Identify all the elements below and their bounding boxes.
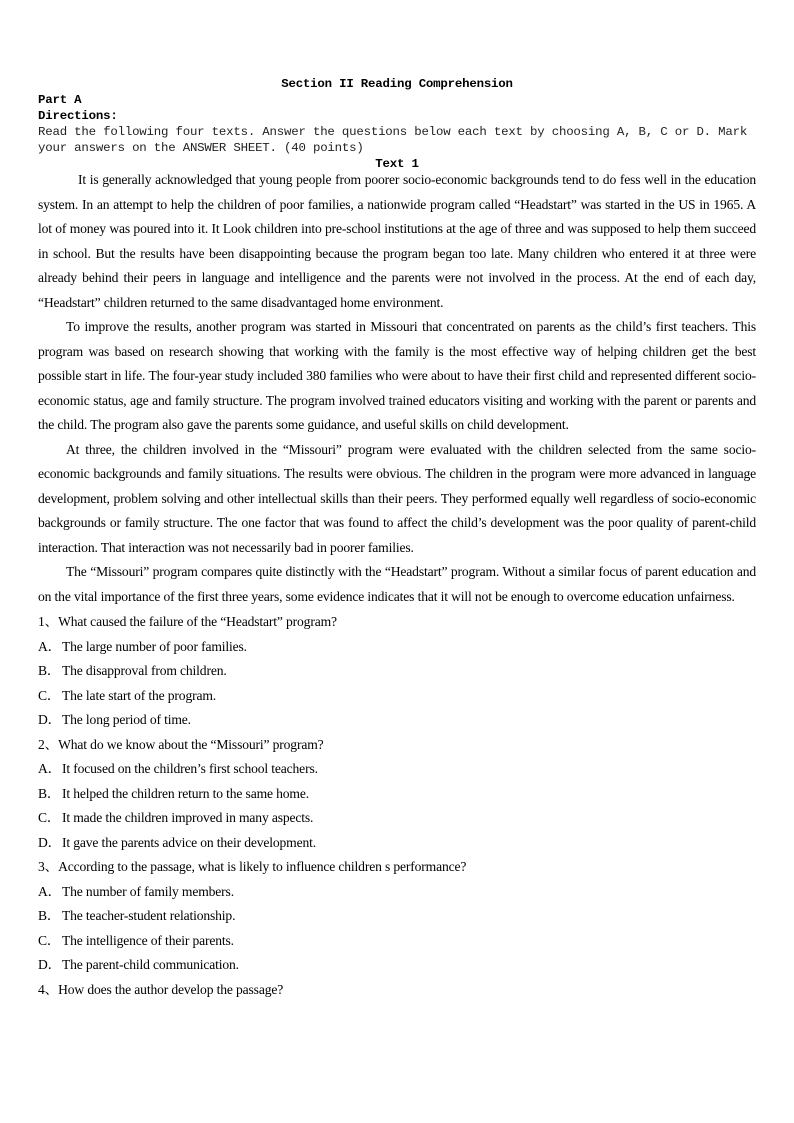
question-number: 4、 (38, 981, 59, 997)
question-number: 3、 (38, 859, 59, 874)
option-letter: A． (38, 883, 62, 899)
section-title: Section II Reading Comprehension (281, 77, 513, 91)
directions-text: Read the following four texts. Answer the questions below each text by choosing A, B, C or D. Mark your answers on the ANSWER SHEET. (40 points) (38, 125, 748, 155)
passage-paragraph: At three, the children involved in the “Missouri” program were evaluated with the children selected from the same socio-economic backgrounds and family situations. The results were obvious. The children in the program were more advanced in language development, problem solving and other intellectual skills than their peers. They performed equally well regardless of socio-economic backgrounds or family structure. The one factor that was found to affect the child’s development was the poor quality of parent-child interaction. That interaction was not necessarily bad in poorer families. (38, 441, 756, 555)
passage-paragraph: The “Missouri” program compares quite distinctly with the “Headstart” program. Without a similar focus of parent education and on the vital importance of the first three years, some evidence indicates that it will not be enough to overcome education unfairness. (38, 564, 756, 604)
passage-paragraph: To improve the results, another program was started in Missouri that concentrated on parents as the child’s first teachers. This program was based on research showing that working with the family is the most effective way of helping children get the best possible start in life. The four-year study included 380 families who were about to have their first child and represented different socio-economic status, age and family structure. The program involved trained educators visiting and working with the parent or parents and the child. The program also gave the parents some guidance, and useful skills on child development. (38, 319, 756, 432)
option-letter: D． (38, 712, 62, 727)
question-text: What do we know about the “Missouri” program? (58, 736, 324, 752)
option-text: The teacher-student relationship. (62, 908, 236, 923)
passage-paragraph: It is generally acknowledged that young people from poorer socio-economic backgrounds tend to do fess well in the education system. In an attempt to help the children of poor families, a nationwide program called “Headstart” was started in the US in 1965. A lot of money was poured into it. It Look children into pre-school institutions at the age of three and was supposed to help them succeed in school. But the results have been disappointing because the program began too late. Many children who entered it at three were already behind their peers in language and intelligence and the parents were not involved in the process. At the end of each day, “Headstart” children returned to the same disadvantaged home environment. (38, 172, 756, 310)
option-letter: D． (38, 834, 62, 850)
passage (38, 168, 756, 609)
option-text: The number of family members. (62, 883, 234, 899)
option-text: The large number of poor families. (62, 638, 247, 654)
option-text: The intelligence of their parents. (62, 932, 234, 948)
answer-option[interactable] (38, 684, 756, 709)
questions (38, 610, 756, 1002)
answer-option[interactable] (38, 635, 756, 660)
question-text: What caused the failure of the “Headstart” program? (58, 614, 337, 629)
option-letter: A． (38, 638, 62, 654)
option-letter: D． (38, 957, 62, 972)
option-text: It made the children improved in many aspects. (62, 810, 314, 825)
answer-option[interactable] (38, 953, 756, 978)
question (38, 978, 756, 1003)
question-text: According to the passage, what is likely to influence children s performance? (58, 859, 467, 874)
option-letter: A． (38, 761, 62, 776)
option-text: It gave the parents advice on their development. (62, 834, 317, 850)
answer-option[interactable] (38, 929, 756, 954)
option-text: It focused on the children’s first school teachers. (62, 761, 318, 776)
option-letter: B． (38, 908, 61, 923)
option-letter: B． (38, 785, 61, 801)
answer-option[interactable] (38, 831, 756, 856)
option-text: The parent-child communication. (62, 957, 239, 972)
option-text: It helped the children return to the same home. (62, 785, 309, 801)
document-page (38, 76, 756, 1002)
answer-option[interactable] (38, 659, 756, 684)
option-letter: B． (38, 663, 61, 678)
answer-option[interactable] (38, 806, 756, 831)
option-letter: C． (38, 810, 61, 825)
option-text: The long period of time. (62, 712, 191, 727)
option-text: The disapproval from children. (62, 663, 227, 678)
question (38, 610, 756, 635)
option-text: The late start of the program. (62, 687, 217, 703)
directions-label: Directions: (38, 109, 118, 123)
answer-option[interactable] (38, 880, 756, 905)
question-number: 1、 (38, 614, 59, 629)
text-title: Text 1 (375, 157, 419, 171)
answer-option[interactable] (38, 757, 756, 782)
option-letter: C． (38, 932, 61, 948)
answer-option[interactable] (38, 904, 756, 929)
question (38, 733, 756, 758)
question-text: How does the author develop the passage? (58, 981, 284, 997)
question (38, 855, 756, 880)
part-label: Part A (38, 93, 82, 107)
option-letter: C． (38, 687, 61, 703)
answer-option[interactable] (38, 708, 756, 733)
answer-option[interactable] (38, 782, 756, 807)
question-number: 2、 (38, 736, 59, 752)
